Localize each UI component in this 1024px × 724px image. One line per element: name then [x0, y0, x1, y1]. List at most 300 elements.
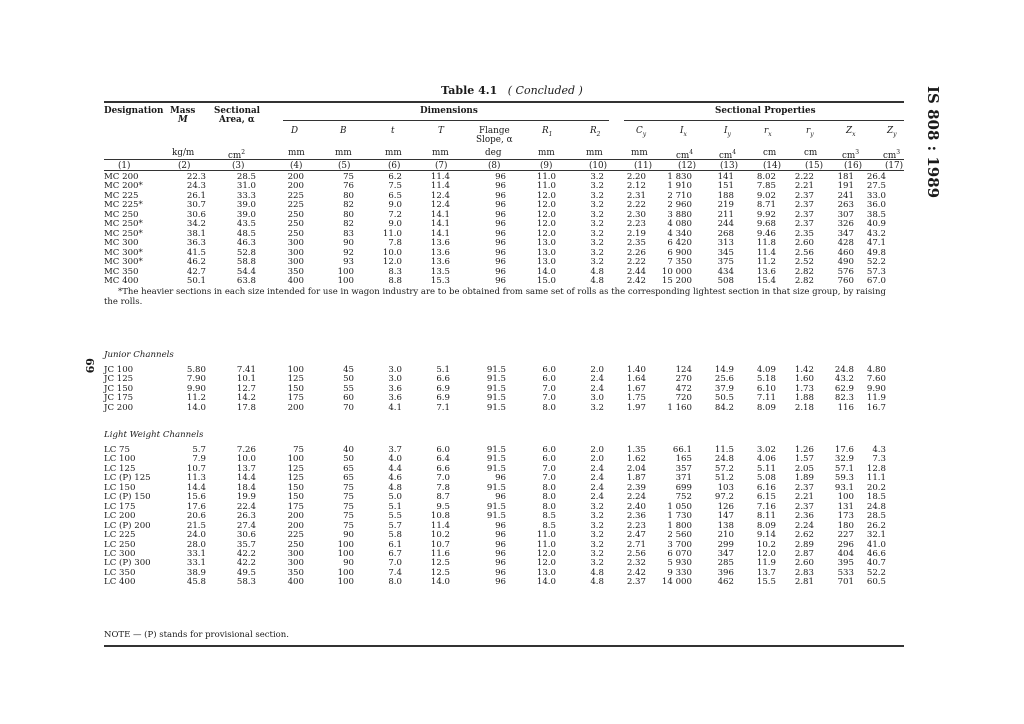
value-cell: 2.21	[794, 181, 814, 192]
value-cell: 2.47	[626, 530, 646, 541]
value-cell: 8.3	[388, 266, 402, 277]
value-cell: 11.2	[186, 393, 206, 404]
value-cell: 91.5	[486, 445, 506, 455]
value-cell: 38.5	[866, 209, 886, 220]
value-cell: 250	[287, 209, 304, 220]
value-cell: 9.46	[756, 228, 776, 239]
value-cell: 11.0	[382, 228, 402, 239]
value-cell: 96	[495, 228, 506, 239]
unit-R2: mm	[586, 148, 603, 158]
value-cell: 13.0	[536, 257, 556, 268]
value-cell: 125	[287, 374, 304, 385]
value-cell: 720	[675, 393, 692, 404]
header-Zy: $Z_y$	[887, 126, 897, 138]
value-cell: 3.02	[756, 445, 776, 455]
value-cell: 4 340	[667, 228, 692, 239]
value-cell: 2.40	[626, 501, 646, 512]
value-cell: 66.1	[672, 445, 692, 455]
value-cell: 188	[717, 190, 734, 201]
value-cell: 191	[837, 181, 854, 192]
value-cell: 175	[287, 501, 304, 512]
top-rule	[104, 101, 904, 103]
value-cell: 131	[837, 501, 854, 512]
value-cell: 96	[495, 238, 506, 249]
value-cell: 4.80	[866, 365, 886, 375]
value-cell: 57.1	[834, 463, 854, 474]
designation-cell: MC 200*	[104, 181, 143, 192]
section-junior-channels: Junior Channels	[104, 350, 174, 360]
value-cell: 1.35	[626, 445, 646, 455]
value-cell: 2 710	[667, 190, 692, 201]
value-cell: 25.6	[714, 374, 734, 385]
value-cell: 1.57	[794, 454, 814, 465]
value-cell: 13.7	[756, 567, 776, 578]
bottom-rule	[104, 645, 904, 647]
value-cell: 1.40	[626, 365, 646, 375]
value-cell: 12.0	[536, 228, 556, 239]
value-cell: 45	[343, 365, 354, 375]
designation-cell: MC 250	[104, 209, 139, 220]
value-cell: 7.8	[388, 238, 402, 249]
value-cell: 15.6	[186, 492, 206, 503]
unit-mass: kg/m	[172, 148, 195, 158]
value-cell: 100	[837, 492, 854, 503]
value-cell: 38.1	[186, 228, 206, 239]
unit-D: mm	[288, 148, 305, 158]
value-cell: 91.5	[486, 501, 506, 512]
header-mass: Mass	[170, 106, 196, 116]
value-cell: 100	[337, 275, 354, 286]
value-cell: 17.8	[236, 402, 256, 413]
value-cell: 2.60	[794, 238, 814, 249]
value-cell: 150	[287, 383, 304, 394]
column-number: (10)	[589, 161, 608, 171]
value-cell: 17.6	[834, 445, 854, 455]
value-cell: 13.6	[430, 257, 450, 268]
value-cell: 5.08	[756, 473, 776, 484]
value-cell: 96	[495, 247, 506, 258]
value-cell: 91.5	[486, 463, 506, 474]
value-cell: 17.6	[186, 501, 206, 512]
value-cell: 2.56	[794, 247, 814, 258]
value-cell: 7.11	[756, 393, 776, 404]
value-cell: 62.9	[834, 383, 854, 394]
value-cell: 2.42	[626, 567, 646, 578]
value-cell: 6.2	[388, 172, 402, 182]
unit-t: mm	[385, 148, 402, 158]
value-cell: 6 420	[667, 238, 692, 249]
value-cell: 268	[717, 228, 734, 239]
value-cell: 6.6	[436, 463, 450, 474]
value-cell: 46.6	[866, 548, 886, 559]
designation-cell: MC 300*	[104, 247, 143, 258]
value-cell: 462	[717, 577, 734, 588]
value-cell: 8.0	[542, 501, 556, 512]
value-cell: 699	[675, 482, 692, 493]
value-cell: 75	[343, 482, 354, 493]
value-cell: 5.5	[388, 511, 402, 522]
column-number: (14)	[763, 161, 782, 171]
designation-cell: LC 75	[104, 445, 130, 455]
value-cell: 96	[495, 181, 506, 192]
value-cell: 26.4	[866, 172, 886, 182]
value-cell: 51.2	[714, 473, 734, 484]
value-cell: 39.0	[236, 200, 256, 211]
value-cell: 219	[717, 200, 734, 211]
value-cell: 52.2	[866, 257, 886, 268]
value-cell: 57.2	[714, 463, 734, 474]
value-cell: 58.8	[236, 257, 256, 268]
designation-cell: LC 125	[104, 463, 136, 474]
header-flange: Flange	[479, 126, 510, 136]
value-cell: 1 800	[667, 520, 692, 531]
unit-rx: cm	[763, 148, 777, 158]
value-cell: 2.4	[590, 473, 604, 484]
value-cell: 9.0	[388, 200, 402, 211]
value-cell: 32.9	[834, 454, 854, 465]
value-cell: 49.5	[236, 567, 256, 578]
designation-cell: LC (P) 125	[104, 473, 151, 484]
table-row	[104, 578, 890, 587]
value-cell: 3.2	[590, 402, 604, 413]
value-cell: 82.3	[834, 393, 854, 404]
value-cell: 21.5	[186, 520, 206, 531]
designation-cell: LC 400	[104, 577, 136, 588]
footnote-line-2: the rolls.	[104, 297, 143, 307]
value-cell: 4.4	[388, 463, 402, 474]
value-cell: 100	[337, 577, 354, 588]
value-cell: 3.2	[590, 520, 604, 531]
value-cell: 8.0	[542, 492, 556, 503]
value-cell: 3.2	[590, 530, 604, 541]
value-cell: 3.7	[388, 445, 402, 455]
value-cell: 7.85	[756, 181, 776, 192]
value-cell: 7.0	[388, 558, 402, 569]
value-cell: 6.0	[542, 365, 556, 375]
value-cell: 8.0	[542, 402, 556, 413]
value-cell: 2.12	[626, 181, 646, 192]
value-cell: 46.2	[186, 257, 206, 268]
value-cell: 65	[343, 463, 354, 474]
value-cell: 42.2	[236, 558, 256, 569]
value-cell: 14.2	[236, 393, 256, 404]
value-cell: 15.4	[756, 275, 776, 286]
value-cell: 14.0	[186, 402, 206, 413]
value-cell: 10.2	[430, 530, 450, 541]
designation-cell: MC 250*	[104, 219, 143, 230]
value-cell: 200	[287, 402, 304, 413]
value-cell: 2.23	[626, 219, 646, 230]
value-cell: 47.1	[866, 238, 886, 249]
value-cell: 6.1	[388, 539, 402, 550]
value-cell: 36.0	[866, 200, 886, 211]
value-cell: 91.5	[486, 511, 506, 522]
unit-Zy: $cm^3$	[883, 149, 901, 161]
value-cell: 4.3	[872, 445, 886, 455]
value-cell: 11.6	[430, 548, 450, 559]
value-cell: 20.2	[866, 482, 886, 493]
value-cell: 4.8	[590, 266, 604, 277]
value-cell: 3.6	[388, 383, 402, 394]
value-cell: 1 910	[667, 181, 692, 192]
value-cell: 2.36	[794, 511, 814, 522]
value-cell: 26.3	[236, 511, 256, 522]
value-cell: 4.0	[388, 454, 402, 465]
value-cell: 2.37	[794, 200, 814, 211]
value-cell: 90	[343, 558, 354, 569]
value-cell: 6.5	[388, 190, 402, 201]
value-cell: 1.97	[626, 402, 646, 413]
designation-cell: MC 250*	[104, 228, 143, 239]
value-cell: 116	[837, 402, 854, 413]
value-cell: 4.8	[388, 482, 402, 493]
value-cell: 75	[343, 172, 354, 182]
value-cell: 8.0	[542, 482, 556, 493]
designation-cell: LC 300	[104, 548, 136, 559]
designation-cell: LC 150	[104, 482, 136, 493]
value-cell: 55	[343, 383, 354, 394]
value-cell: 3.2	[590, 228, 604, 239]
value-cell: 1.73	[794, 383, 814, 394]
value-cell: 181	[837, 172, 854, 182]
value-cell: 75	[343, 511, 354, 522]
value-cell: 24.8	[834, 365, 854, 375]
value-cell: 11.0	[536, 181, 556, 192]
value-cell: 508	[717, 275, 734, 286]
value-cell: 1.26	[794, 445, 814, 455]
value-cell: 7.0	[542, 383, 556, 394]
value-cell: 2.35	[626, 238, 646, 249]
value-cell: 54.4	[236, 266, 256, 277]
value-cell: 2.24	[794, 520, 814, 531]
value-cell: 241	[837, 190, 854, 201]
value-cell: 24.8	[714, 454, 734, 465]
value-cell: 16.7	[866, 402, 886, 413]
designation-cell: JC 125	[104, 374, 134, 385]
unit-B: mm	[335, 148, 352, 158]
provisional-note: NOTE — (P) stands for provisional section.	[104, 630, 289, 640]
value-cell: 2.31	[626, 190, 646, 201]
value-cell: 12.0	[536, 548, 556, 559]
value-cell: 1.67	[626, 383, 646, 394]
value-cell: 3.2	[590, 539, 604, 550]
value-cell: 2.37	[794, 501, 814, 512]
designation-cell: MC 350	[104, 266, 139, 277]
value-cell: 6 070	[667, 548, 692, 559]
value-cell: 12.0	[382, 257, 402, 268]
value-cell: 26.1	[186, 190, 206, 201]
value-cell: 1.42	[794, 365, 814, 375]
value-cell: 1.64	[626, 374, 646, 385]
designation-cell: LC 250	[104, 539, 136, 550]
value-cell: 4.1	[388, 402, 402, 413]
value-cell: 42.7	[186, 266, 206, 277]
value-cell: 150	[287, 492, 304, 503]
header-Ix: $I_x$	[680, 126, 687, 138]
unit-Iy: $cm^4$	[719, 149, 737, 161]
value-cell: 225	[287, 200, 304, 211]
value-cell: 2.35	[794, 228, 814, 239]
value-cell: 11.1	[866, 473, 886, 484]
value-cell: 347	[717, 548, 734, 559]
value-cell: 14.1	[430, 228, 450, 239]
value-cell: 5.7	[192, 445, 206, 455]
header-Cy: $C_y$	[636, 126, 647, 138]
value-cell: 3.2	[590, 511, 604, 522]
value-cell: 46.3	[236, 238, 256, 249]
value-cell: 434	[717, 266, 734, 277]
value-cell: 20.6	[186, 511, 206, 522]
value-cell: 270	[675, 374, 692, 385]
value-cell: 2.4	[590, 482, 604, 493]
column-number: (8)	[488, 161, 501, 171]
value-cell: 138	[717, 520, 734, 531]
value-cell: 4.8	[590, 577, 604, 588]
value-cell: 150	[287, 482, 304, 493]
value-cell: 124	[675, 365, 692, 375]
value-cell: 2.62	[794, 530, 814, 541]
value-cell: 3.2	[590, 200, 604, 211]
value-cell: 126	[717, 501, 734, 512]
value-cell: 84.2	[714, 402, 734, 413]
value-cell: 75	[293, 445, 304, 455]
value-cell: 6.4	[436, 454, 450, 465]
value-cell: 91.5	[486, 374, 506, 385]
value-cell: 10.1	[236, 374, 256, 385]
header-Iy: $I_y$	[724, 126, 731, 138]
value-cell: 11.9	[866, 393, 886, 404]
value-cell: 375	[717, 257, 734, 268]
header-flange-2: Slope, α	[476, 135, 513, 145]
value-cell: 96	[495, 539, 506, 550]
value-cell: 12.0	[536, 209, 556, 220]
value-cell: 2.0	[590, 445, 604, 455]
value-cell: 395	[837, 558, 854, 569]
value-cell: 2.20	[626, 172, 646, 182]
value-cell: 11.4	[756, 247, 776, 258]
value-cell: 96	[495, 530, 506, 541]
value-cell: 211	[717, 209, 734, 220]
value-cell: 6.0	[542, 454, 556, 465]
value-cell: 10.8	[430, 511, 450, 522]
value-cell: 2.21	[794, 492, 814, 503]
value-cell: 50	[343, 454, 354, 465]
value-cell: 2.19	[626, 228, 646, 239]
value-cell: 5.18	[756, 374, 776, 385]
value-cell: 59.3	[834, 473, 854, 484]
value-cell: 12.4	[430, 190, 450, 201]
value-cell: 9 330	[667, 567, 692, 578]
value-cell: 12.5	[430, 558, 450, 569]
value-cell: 8.5	[542, 511, 556, 522]
value-cell: 250	[287, 228, 304, 239]
unit-T: mm	[432, 148, 449, 158]
value-cell: 30.7	[186, 200, 206, 211]
value-cell: 13.6	[430, 238, 450, 249]
footnote-line-1: *The heavier sections in each size intended for use in wagon industry are to be obtained from same set of rolls as the corresponding lightest section in that size group, by raising	[118, 287, 886, 297]
value-cell: 11.9	[756, 558, 776, 569]
value-cell: 41.5	[186, 247, 206, 258]
value-cell: 5.8	[388, 530, 402, 541]
designation-cell: MC 200	[104, 172, 139, 182]
value-cell: 93	[343, 257, 354, 268]
unit-Zx: $cm^3$	[842, 149, 860, 161]
value-cell: 7.60	[866, 374, 886, 385]
value-cell: 80	[343, 209, 354, 220]
value-cell: 6.0	[542, 445, 556, 455]
value-cell: 50.5	[714, 393, 734, 404]
value-cell: 14.4	[186, 482, 206, 493]
value-cell: 12.0	[536, 558, 556, 569]
value-cell: 48.5	[236, 228, 256, 239]
value-cell: 8.11	[756, 511, 776, 522]
value-cell: 2.37	[794, 209, 814, 220]
value-cell: 125	[287, 463, 304, 474]
value-cell: 10.2	[756, 539, 776, 550]
value-cell: 3.2	[590, 501, 604, 512]
table-row	[104, 277, 890, 286]
value-cell: 60	[343, 393, 354, 404]
value-cell: 14.4	[236, 473, 256, 484]
value-cell: 40.9	[866, 219, 886, 230]
value-cell: 10.7	[430, 539, 450, 550]
value-cell: 1.89	[794, 473, 814, 484]
value-cell: 3.2	[590, 209, 604, 220]
value-cell: 300	[287, 238, 304, 249]
value-cell: 82	[343, 200, 354, 211]
value-cell: 9.14	[756, 530, 776, 541]
designation-cell: MC 225	[104, 190, 139, 201]
value-cell: 7.3	[872, 454, 886, 465]
value-cell: 57.3	[866, 266, 886, 277]
value-cell: 5.7	[388, 520, 402, 531]
header-T: T	[438, 126, 444, 136]
value-cell: 80	[343, 190, 354, 201]
value-cell: 2.26	[626, 247, 646, 258]
value-cell: 1 160	[667, 402, 692, 413]
value-cell: 96	[495, 520, 506, 531]
value-cell: 250	[287, 539, 304, 550]
value-cell: 300	[287, 257, 304, 268]
header-t: t	[391, 126, 395, 136]
value-cell: 8.7	[436, 492, 450, 503]
value-cell: 7.0	[542, 393, 556, 404]
value-cell: 9.68	[756, 219, 776, 230]
value-cell: 24.3	[186, 181, 206, 192]
value-cell: 75	[343, 492, 354, 503]
value-cell: 15.0	[536, 275, 556, 286]
value-cell: 10.0	[236, 454, 256, 465]
value-cell: 2.18	[794, 402, 814, 413]
mc-channel-table	[104, 173, 890, 286]
value-cell: 91.5	[486, 402, 506, 413]
header-designation: Designation	[104, 106, 164, 116]
value-cell: 31.0	[236, 181, 256, 192]
value-cell: 52.8	[236, 247, 256, 258]
value-cell: 2.0	[590, 365, 604, 375]
column-number: (17)	[885, 161, 904, 171]
value-cell: 37.9	[714, 383, 734, 394]
value-cell: 40	[343, 445, 354, 455]
value-cell: 7.2	[388, 209, 402, 220]
value-cell: 76	[343, 181, 354, 192]
value-cell: 33.3	[236, 190, 256, 201]
value-cell: 576	[837, 266, 854, 277]
value-cell: 3.2	[590, 558, 604, 569]
value-cell: 9.90	[186, 383, 206, 394]
value-cell: 96	[495, 190, 506, 201]
value-cell: 9.02	[756, 190, 776, 201]
